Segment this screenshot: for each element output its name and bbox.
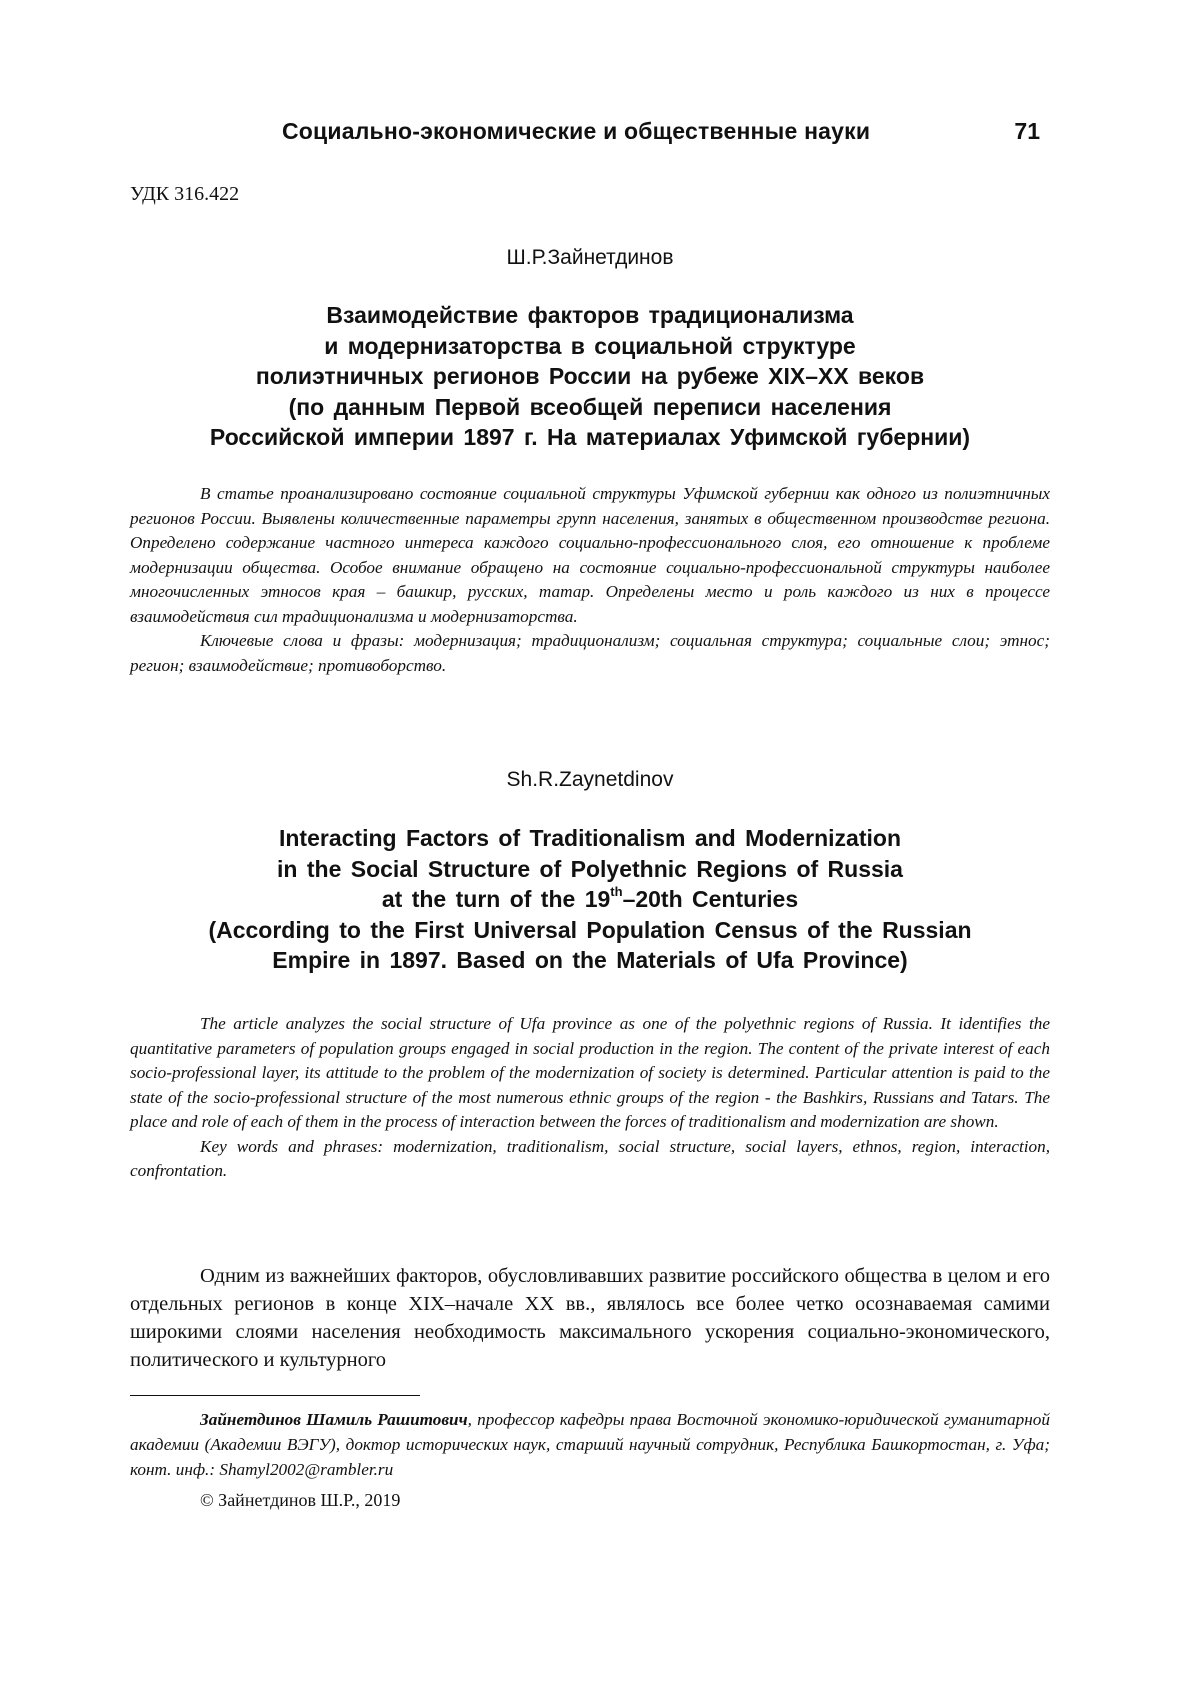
keywords-ru: Ключевые слова и фразы: модернизация; традиционализм; социальная структура; социальные слои; этнос; регион; взаимодействие; противоборство. — [130, 631, 1050, 675]
title-en-line3-start: at the turn of the 19 — [381, 886, 611, 912]
running-title: Социально-экономические и общественные науки — [282, 118, 871, 144]
author-en: Sh.R.Zaynetdinov — [506, 768, 674, 791]
title-ru-line: (по данным Первой всеобщей переписи населения — [288, 393, 892, 420]
abstract-ru — [130, 482, 1050, 678]
footnote-author-name: Зайнетдинов Шамиль Рашитович — [200, 1410, 468, 1429]
keywords-en: Key words and phrases: modernization, traditionalism, social structure, social layers, ethnos, region, interaction, confrontation. — [130, 1136, 1050, 1180]
copyright-line: © Зайнетдинов Ш.Р., 2019 — [200, 1490, 401, 1510]
title-ru-line: полиэтничных регионов России на рубеже XIX–XX веков — [255, 363, 925, 389]
udk-code: УДК 316.422 — [130, 183, 240, 205]
title-en-line: Interacting Factors of Traditionalism and Modernization — [278, 825, 901, 851]
page-number: 71 — [1014, 118, 1040, 144]
title-ru-line: и модернизаторства в социальной структуре — [324, 332, 856, 359]
title-en-line3-end: –20th Centuries — [622, 886, 799, 912]
footnote-author-info: , профессор кафедры права Восточной экономико-юридической гуманитарной академии (Академии ВЭГУ), доктор исторических наук, старший научный сотрудник, Республика Башкортостан, г. Уфа; конт. инф.: Shamyl2002@rambler.ru — [130, 1410, 1050, 1479]
footnote-divider — [130, 1395, 420, 1396]
author-footnote — [130, 1407, 1050, 1482]
title-en-line — [130, 884, 1050, 915]
title-en-superscript: th — [610, 884, 623, 900]
running-header — [130, 118, 1050, 158]
article-title-en — [130, 823, 1050, 976]
body-paragraph: Одним из важнейших факторов, обусловливавших развитие российского общества в целом и его отдельных регионов в конце XIX–начале XX вв., являлось все более четко осознаваемая самими широкими слоями населения необходимость максимального ускорения социально-экономического, политического и культурного — [130, 1265, 1050, 1371]
title-ru-line: Взаимодействие факторов традиционализма — [326, 302, 854, 328]
abstract-en-text: The article analyzes the social structure of Ufa province as one of the polyethnic regions of Russia. It identifies the quantitative parameters of population groups engaged in social production in the region. The content of the private interest of each socio-professional layer, its attitude to the problem of the modernization of society is determined. Particular attention is paid to the state of the socio-professional structure of the most numerous ethnic groups of the region - the Bashkirs, Russians and Tatars. The place and role of each of them in the process of interaction between the forces of traditionalism and modernization are shown. — [130, 1014, 1050, 1131]
title-en-line: in the Social Structure of Polyethnic Regions of Russia — [277, 855, 903, 882]
title-en-line: (According to the First Universal Population Census of the Russian — [208, 916, 972, 943]
abstract-en — [130, 1012, 1050, 1184]
author-ru: Ш.Р.Зайнетдинов — [506, 246, 674, 269]
title-ru-line: Российской империи 1897 г. На материалах Уфимской губернии) — [209, 424, 971, 450]
title-en-line: Empire in 1897. Based on the Materials of Ufa Province) — [272, 947, 908, 973]
article-title-ru — [130, 300, 1050, 453]
abstract-ru-text: В статье проанализировано состояние социальной структуры Уфимской губернии как одного из полиэтничных регионов России. Выявлены количественные параметры групп населения, занятых в общественном производстве региона. Определено содержание частного интереса каждого социально-профессионального слоя, его отношение к проблеме модернизации общества. Особое внимание обращено на состояние социально-профессиональной структуры наиболее многочисленных этносов края – башкир, русских, татар. Определены место и роль каждого из них в процессе взаимодействия сил традиционализма и модернизаторства. — [130, 484, 1050, 626]
